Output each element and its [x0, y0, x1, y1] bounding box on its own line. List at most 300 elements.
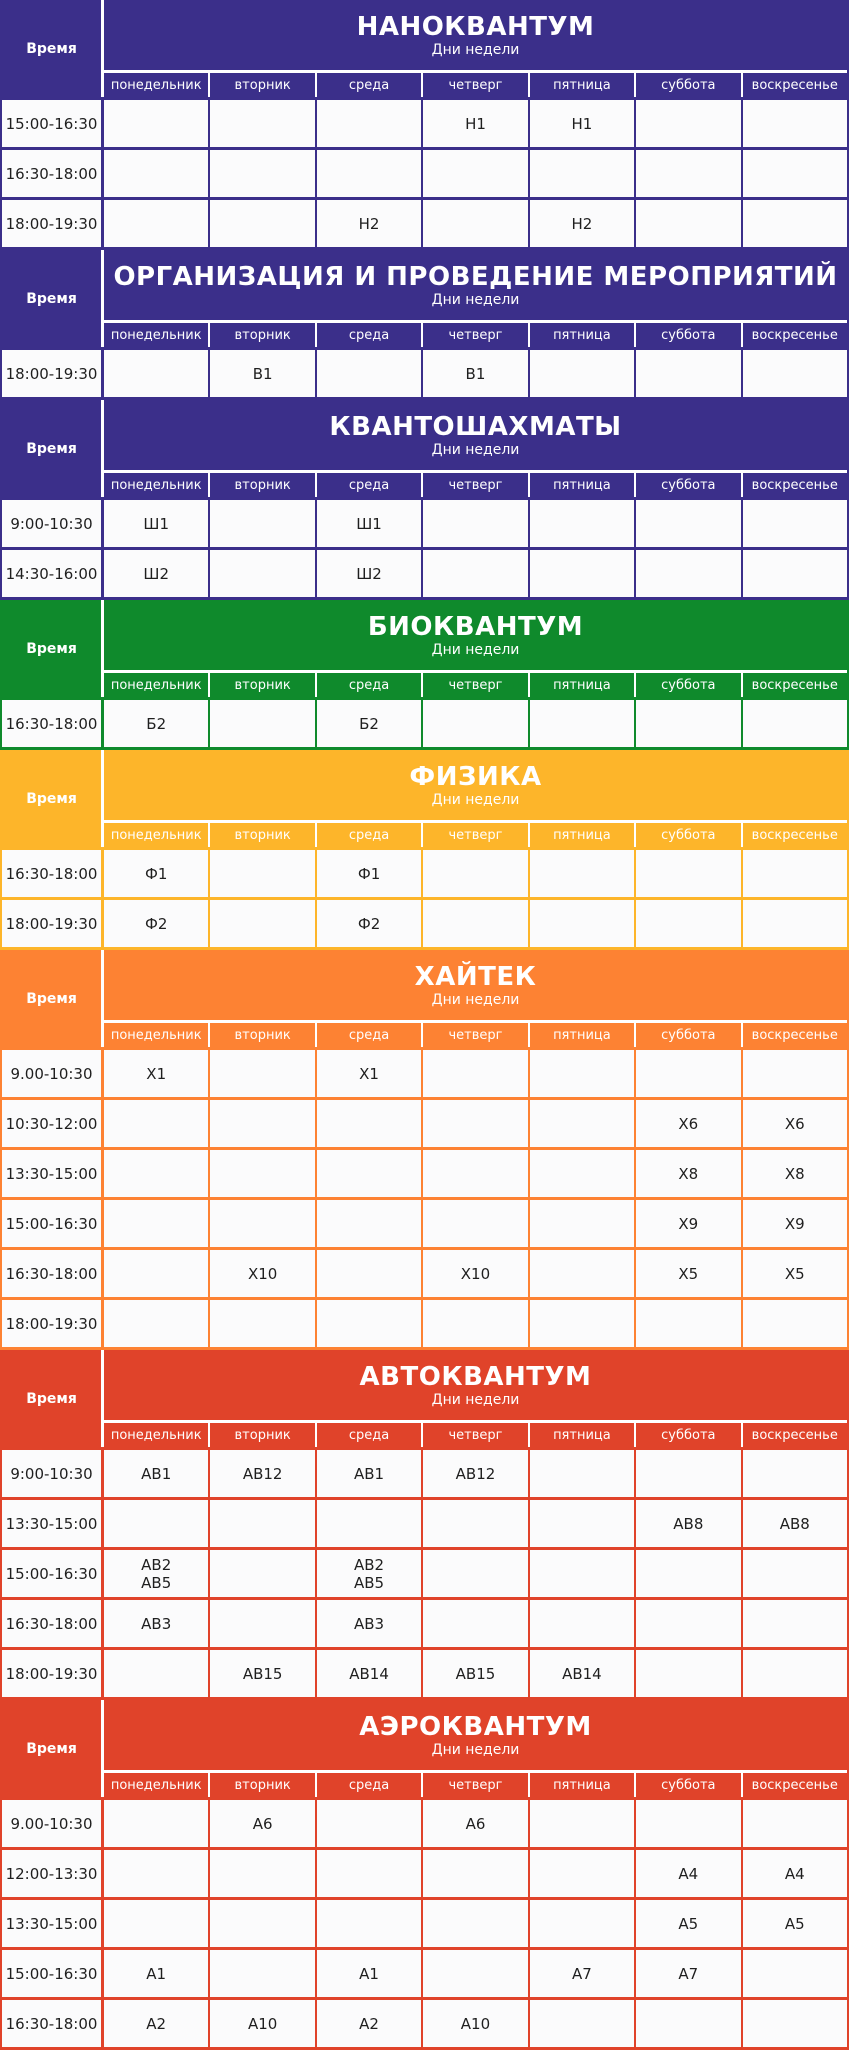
schedule-cell: А2 [104, 2000, 208, 2047]
weekday-label: среда [315, 1773, 421, 1797]
schedule-section [0, 1350, 849, 1700]
schedule-cell [421, 1100, 527, 1147]
schedule-cell [421, 1050, 527, 1097]
section-header [2, 1700, 847, 1797]
schedule-cell [208, 200, 314, 247]
schedule-row [2, 1097, 847, 1147]
schedule-cell [421, 200, 527, 247]
schedule-cell: Х10 [421, 1250, 527, 1297]
schedule-cell: АВ2 АВ5 [315, 1550, 421, 1597]
schedule-cell: АВ8 [634, 1500, 740, 1547]
schedule-cell [741, 1550, 847, 1597]
weekday-label: пятница [528, 323, 634, 347]
schedule-cell [421, 1950, 527, 1997]
schedule-cell [208, 1500, 314, 1547]
time-slot: 13:30-15:00 [2, 1900, 104, 1947]
section-title: АВТОКВАНТУМ [359, 1362, 592, 1392]
section-title-box [104, 950, 847, 1020]
schedule-cell [634, 500, 740, 547]
weekday-label: среда [315, 1423, 421, 1447]
weekday-label: суббота [634, 1423, 740, 1447]
time-slot: 9:00-10:30 [2, 500, 104, 547]
schedule-cell: А1 [315, 1950, 421, 1997]
schedule-cell [421, 1300, 527, 1347]
schedule-cell: А10 [208, 2000, 314, 2047]
schedule-cell [104, 200, 208, 247]
weekday-label: вторник [208, 823, 314, 847]
weekday-label: четверг [421, 823, 527, 847]
schedule-cell [421, 1900, 527, 1947]
time-slot: 15:00-16:30 [2, 1950, 104, 1997]
weekday-label: среда [315, 1023, 421, 1047]
section-title: ОРГАНИЗАЦИЯ И ПРОВЕДЕНИЕ МЕРОПРИЯТИЙ [113, 262, 838, 292]
schedule-cell: АВ1 [104, 1450, 208, 1497]
schedule-cell [208, 100, 314, 147]
weekday-label: среда [315, 473, 421, 497]
schedule-cell [634, 1800, 740, 1847]
weekday-label: суббота [634, 673, 740, 697]
section-subtitle: Дни недели [431, 1392, 520, 1408]
schedule-cell: АВ15 [421, 1650, 527, 1697]
schedule-cell [315, 1100, 421, 1147]
weekday-label: пятница [528, 473, 634, 497]
weekday-label: четверг [421, 1773, 527, 1797]
schedule-cell [104, 1500, 208, 1547]
schedule-cell: Н1 [528, 100, 634, 147]
schedule-cell: Ф1 [104, 850, 208, 897]
schedule-cell [634, 1650, 740, 1697]
schedule-cell [315, 1850, 421, 1897]
schedule-row [2, 1447, 847, 1497]
schedule-cell [741, 1050, 847, 1097]
schedule-cell [104, 100, 208, 147]
schedule-cell: А5 [741, 1900, 847, 1947]
schedule-cell: А7 [634, 1950, 740, 1997]
schedule-cell [634, 1600, 740, 1647]
schedule-cell: Н1 [421, 100, 527, 147]
weekday-label: четверг [421, 1023, 527, 1047]
schedule-cell: А4 [741, 1850, 847, 1897]
schedule-cell [741, 350, 847, 397]
schedule-cell [208, 1200, 314, 1247]
schedule-cell [421, 500, 527, 547]
header-right [104, 600, 847, 697]
schedule-cell [634, 1450, 740, 1497]
section-header [2, 1350, 847, 1447]
schedule-cell: Х1 [104, 1050, 208, 1097]
time-slot: 15:00-16:30 [2, 1200, 104, 1247]
schedule-cell: А4 [634, 1850, 740, 1897]
time-column-header: Время [2, 750, 104, 847]
weekday-label: вторник [208, 1023, 314, 1047]
schedule-cell [208, 1950, 314, 1997]
time-slot: 9:00-10:30 [2, 1450, 104, 1497]
schedule-cell [104, 1650, 208, 1697]
schedule-cell [634, 700, 740, 747]
schedule-row [2, 1147, 847, 1197]
schedule-cell: Ф1 [315, 850, 421, 897]
header-right [104, 1700, 847, 1797]
schedule-row [2, 1247, 847, 1297]
schedule-cell: А6 [421, 1800, 527, 1847]
schedule-cell: Ф2 [315, 900, 421, 947]
weekday-header-row [104, 1020, 847, 1047]
schedule-cell: Н2 [315, 200, 421, 247]
schedule-cell [208, 500, 314, 547]
time-slot: 15:00-16:30 [2, 1550, 104, 1597]
schedule-cell [315, 1900, 421, 1947]
schedule-cell [528, 1150, 634, 1197]
time-slot: 14:30-16:00 [2, 550, 104, 597]
header-right [104, 400, 847, 497]
schedule-row [2, 97, 847, 147]
weekday-label: вторник [208, 473, 314, 497]
weekday-label: понедельник [110, 1777, 202, 1793]
schedule-cell [104, 1300, 208, 1347]
time-slot: 18:00-19:30 [2, 350, 104, 397]
schedule-cell [208, 550, 314, 597]
schedule-cell [104, 1100, 208, 1147]
schedule-cell: Ш2 [104, 550, 208, 597]
section-header [2, 600, 847, 697]
schedule-cell [528, 1600, 634, 1647]
section-subtitle: Дни недели [431, 792, 520, 808]
weekday-label: среда [315, 823, 421, 847]
schedule-row [2, 1297, 847, 1347]
weekday-label: среда [315, 323, 421, 347]
time-slot: 16:30-18:00 [2, 1600, 104, 1647]
schedule-cell [528, 1550, 634, 1597]
time-column-header: Время [2, 950, 104, 1047]
weekday-label: вторник [208, 323, 314, 347]
schedule-cell [741, 500, 847, 547]
header-right [104, 1350, 847, 1447]
time-column-header: Время [2, 400, 104, 497]
schedule-cell [634, 850, 740, 897]
schedule-section [0, 400, 849, 600]
schedule-cell [421, 900, 527, 947]
schedule-cell [528, 1200, 634, 1247]
weekday-label: понедельник [110, 1427, 202, 1443]
schedule-cell [634, 900, 740, 947]
schedule-cell: Х1 [315, 1050, 421, 1097]
schedule-cell [741, 1450, 847, 1497]
schedule-cell: АВ3 [315, 1600, 421, 1647]
schedule-cell: Ш1 [104, 500, 208, 547]
schedule-cell [634, 550, 740, 597]
schedule-cell: А6 [208, 1800, 314, 1847]
header-right [104, 750, 847, 847]
schedule-cell [528, 1900, 634, 1947]
schedule-cell: АВ12 [208, 1450, 314, 1497]
schedule-cell [208, 900, 314, 947]
schedule-cell [208, 1050, 314, 1097]
schedule-cell [421, 1600, 527, 1647]
weekday-header-row [104, 1420, 847, 1447]
schedule-cell [208, 1300, 314, 1347]
schedule-cell [741, 200, 847, 247]
time-column-header: Время [2, 1700, 104, 1797]
schedule-cell [104, 1150, 208, 1197]
section-header [2, 0, 847, 97]
schedule-cell [741, 1300, 847, 1347]
section-title-box [104, 0, 847, 70]
weekday-label: вторник [208, 1773, 314, 1797]
weekday-label: суббота [634, 1023, 740, 1047]
schedule-cell [634, 1050, 740, 1097]
schedule-cell [634, 350, 740, 397]
schedule-row [2, 697, 847, 747]
weekday-label: четверг [421, 73, 527, 97]
schedule-cell: В1 [421, 350, 527, 397]
schedule-cell [315, 150, 421, 197]
schedule-cell: Ф2 [104, 900, 208, 947]
schedule-row [2, 1997, 847, 2047]
section-header [2, 950, 847, 1047]
weekday-header-row [104, 470, 847, 497]
schedule-row [2, 1647, 847, 1697]
weekday-label: понедельник [110, 477, 202, 493]
weekday-label: понедельник [110, 1027, 202, 1043]
schedule-cell [528, 1500, 634, 1547]
weekday-header-row [104, 320, 847, 347]
schedule-cell [315, 1300, 421, 1347]
section-title-box [104, 1700, 847, 1770]
schedule-row [2, 1597, 847, 1647]
schedule-cell: Х5 [634, 1250, 740, 1297]
schedule-cell [528, 1450, 634, 1497]
schedule-cell [634, 1550, 740, 1597]
schedule-cell [634, 100, 740, 147]
schedule-cell [741, 100, 847, 147]
schedule-section [0, 1700, 849, 2050]
schedule-section [0, 950, 849, 1350]
schedule-cell: А10 [421, 2000, 527, 2047]
time-column-header: Время [2, 0, 104, 97]
schedule-cell [104, 150, 208, 197]
schedule-cell: АВ3 [104, 1600, 208, 1647]
schedule-cell [528, 500, 634, 547]
section-title: БИОКВАНТУМ [367, 612, 584, 642]
weekday-label: пятница [528, 1773, 634, 1797]
schedule-row [2, 347, 847, 397]
weekday-header-row [104, 670, 847, 697]
time-slot: 18:00-19:30 [2, 200, 104, 247]
time-slot: 10:30-12:00 [2, 1100, 104, 1147]
schedule-cell [634, 1300, 740, 1347]
time-slot: 18:00-19:30 [2, 900, 104, 947]
schedule-cell [421, 1200, 527, 1247]
schedule-row [2, 1547, 847, 1597]
schedule-cell: АВ1 [315, 1450, 421, 1497]
schedule-cell [528, 700, 634, 747]
schedule-row [2, 1897, 847, 1947]
schedule-cell [421, 850, 527, 897]
schedule-cell: АВ12 [421, 1450, 527, 1497]
weekday-label: воскресенье [741, 673, 847, 697]
weekday-label: пятница [528, 73, 634, 97]
schedule-section [0, 600, 849, 750]
weekday-label: пятница [528, 1023, 634, 1047]
schedule-cell [421, 1550, 527, 1597]
section-title-box [104, 250, 847, 320]
schedule-cell: Х9 [634, 1200, 740, 1247]
weekday-label: воскресенье [741, 473, 847, 497]
section-title-box [104, 1350, 847, 1420]
schedule-cell [315, 1200, 421, 1247]
schedule-cell [104, 1850, 208, 1897]
schedule-row [2, 547, 847, 597]
schedule-cell: Б2 [104, 700, 208, 747]
schedule-row [2, 197, 847, 247]
section-subtitle: Дни недели [431, 1742, 520, 1758]
weekday-label: понедельник [110, 77, 202, 93]
schedule-section [0, 750, 849, 950]
schedule-cell: Ш1 [315, 500, 421, 547]
weekday-label: суббота [634, 73, 740, 97]
schedule-cell [528, 550, 634, 597]
schedule-cell [528, 2000, 634, 2047]
schedule-cell [421, 1850, 527, 1897]
schedule-cell [741, 2000, 847, 2047]
time-slot: 16:30-18:00 [2, 1250, 104, 1297]
schedule-cell [315, 1500, 421, 1547]
schedule-cell [421, 550, 527, 597]
section-subtitle: Дни недели [431, 642, 520, 658]
schedule-cell [741, 1800, 847, 1847]
schedule-section [0, 250, 849, 400]
time-column-header: Время [2, 250, 104, 347]
time-slot: 16:30-18:00 [2, 2000, 104, 2047]
time-column-header: Время [2, 1350, 104, 1447]
schedule-cell [634, 150, 740, 197]
header-right [104, 250, 847, 347]
schedule-cell [741, 1650, 847, 1697]
schedule-cell [208, 1850, 314, 1897]
schedule-cell: Х8 [634, 1150, 740, 1197]
schedule-cell [528, 1100, 634, 1147]
section-subtitle: Дни недели [431, 42, 520, 58]
schedule-cell [741, 550, 847, 597]
schedule-cell: АВ8 [741, 1500, 847, 1547]
schedule-cell: А1 [104, 1950, 208, 1997]
weekday-label: воскресенье [741, 1773, 847, 1797]
schedule-cell [421, 1150, 527, 1197]
schedule-cell [528, 1250, 634, 1297]
schedule-cell: АВ2 АВ5 [104, 1550, 208, 1597]
schedule-cell: А5 [634, 1900, 740, 1947]
schedule-cell: Ш2 [315, 550, 421, 597]
schedule-cell [208, 1150, 314, 1197]
schedule-cell [741, 900, 847, 947]
weekday-label: суббота [634, 1773, 740, 1797]
schedule-cell [421, 150, 527, 197]
schedule-cell: АВ15 [208, 1650, 314, 1697]
time-slot: 16:30-18:00 [2, 850, 104, 897]
section-header [2, 400, 847, 497]
weekday-label: четверг [421, 673, 527, 697]
schedule-cell [741, 1950, 847, 1997]
section-title-box [104, 750, 847, 820]
weekday-label: вторник [208, 73, 314, 97]
time-slot: 13:30-15:00 [2, 1500, 104, 1547]
header-right [104, 950, 847, 1047]
schedule-cell [208, 1900, 314, 1947]
section-title: АЭРОКВАНТУМ [359, 1712, 592, 1742]
weekday-label: воскресенье [741, 1423, 847, 1447]
weekday-label: среда [315, 73, 421, 97]
section-title: КВАНТОШАХМАТЫ [329, 412, 622, 442]
schedule-row [2, 897, 847, 947]
schedule-cell [208, 1100, 314, 1147]
time-slot: 12:00-13:30 [2, 1850, 104, 1897]
schedule-cell [741, 150, 847, 197]
section-title: ФИЗИКА [409, 762, 542, 792]
schedule-cell: Н2 [528, 200, 634, 247]
schedule-cell [208, 1600, 314, 1647]
schedule-cell: Б2 [315, 700, 421, 747]
weekday-label: суббота [634, 823, 740, 847]
section-title-box [104, 600, 847, 670]
time-slot: 13:30-15:00 [2, 1150, 104, 1197]
weekday-label: пятница [528, 673, 634, 697]
weekday-header-row [104, 820, 847, 847]
schedule-cell [315, 1150, 421, 1197]
schedule-cell: Х5 [741, 1250, 847, 1297]
schedule-cell: Х6 [741, 1100, 847, 1147]
weekday-label: вторник [208, 673, 314, 697]
weekday-label: пятница [528, 1423, 634, 1447]
weekday-label: суббота [634, 323, 740, 347]
schedule-cell [421, 700, 527, 747]
weekday-label: воскресенье [741, 73, 847, 97]
schedule-cell [315, 100, 421, 147]
schedule-cell [528, 900, 634, 947]
section-subtitle: Дни недели [431, 992, 520, 1008]
schedule-cell [104, 1200, 208, 1247]
schedule-cell: АВ14 [528, 1650, 634, 1697]
weekday-label: четверг [421, 323, 527, 347]
schedule-cell [528, 350, 634, 397]
weekday-header-row [104, 1770, 847, 1797]
schedule-cell: А7 [528, 1950, 634, 1997]
schedule-cell: В1 [208, 350, 314, 397]
schedule-cell [528, 1050, 634, 1097]
schedule-cell [104, 1800, 208, 1847]
time-slot: 9.00-10:30 [2, 1050, 104, 1097]
schedule-cell [315, 1250, 421, 1297]
time-slot: 15:00-16:30 [2, 100, 104, 147]
schedule-row [2, 147, 847, 197]
time-slot: 9.00-10:30 [2, 1800, 104, 1847]
time-slot: 16:30-18:00 [2, 150, 104, 197]
section-title-box [104, 400, 847, 470]
schedule-cell [208, 150, 314, 197]
schedule-row [2, 497, 847, 547]
weekday-label: понедельник [110, 327, 202, 343]
schedule-cell: Х8 [741, 1150, 847, 1197]
schedule-cell [634, 2000, 740, 2047]
schedule-cell: Х9 [741, 1200, 847, 1247]
schedule-cell [741, 850, 847, 897]
schedule-cell: Х10 [208, 1250, 314, 1297]
weekday-label: понедельник [110, 677, 202, 693]
time-slot: 16:30-18:00 [2, 700, 104, 747]
section-title: НАНОКВАНТУМ [356, 12, 595, 42]
weekday-label: суббота [634, 473, 740, 497]
schedule-row [2, 847, 847, 897]
schedule-cell [528, 1300, 634, 1347]
